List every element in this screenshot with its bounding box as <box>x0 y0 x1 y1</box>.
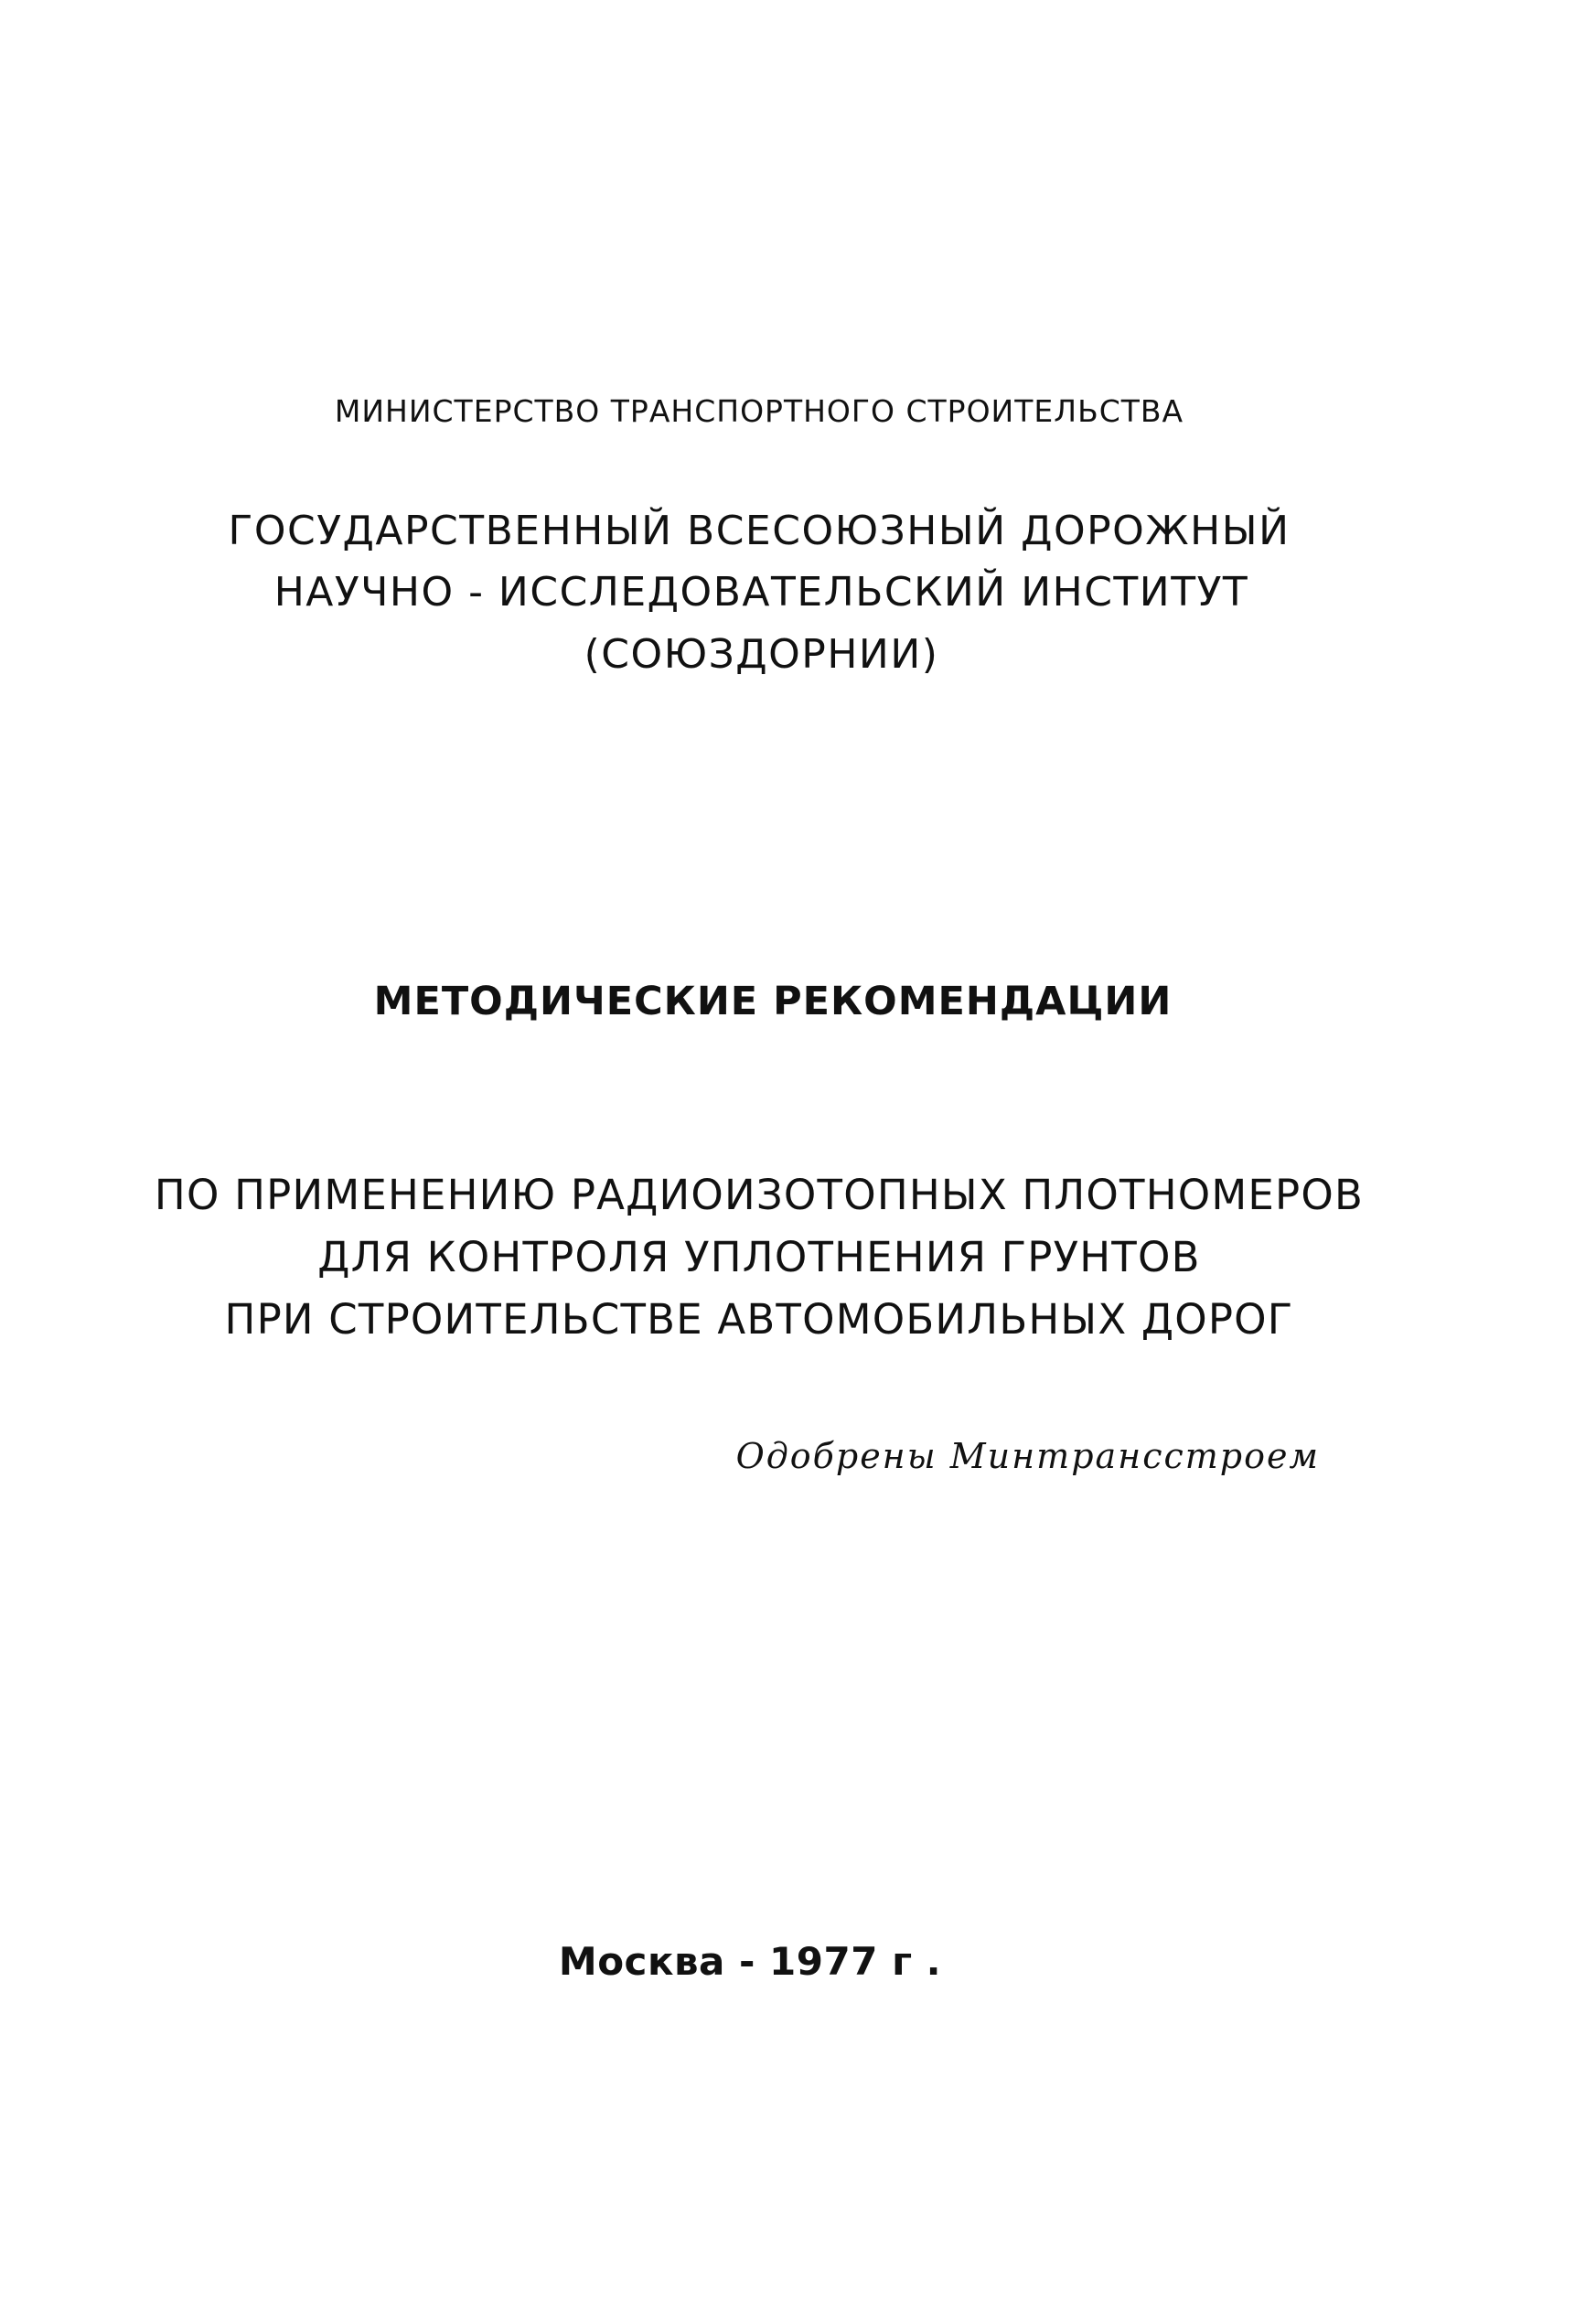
ministry-name: МИНИСТЕРСТВО ТРАНСПОРТНОГО СТРОИТЕЛЬСТВА <box>334 393 1184 429</box>
institute-name-line-2: НАУЧНО - ИССЛЕДОВАТЕЛЬСКИЙ ИНСТИТУТ <box>273 569 1249 616</box>
document-type: МЕТОДИЧЕСКИЕ РЕКОМЕНДАЦИИ <box>373 979 1173 1024</box>
approval-note: Одобрены Минтрансстроем <box>735 1436 1320 1476</box>
institute-abbreviation: (СОЮЗДОРНИИ) <box>584 631 939 678</box>
document-subject-line-1: ПО ПРИМЕНЕНИЮ РАДИОИЗОТОПНЫХ ПЛОТНОМЕРОВ <box>154 1171 1365 1219</box>
place-and-year: Москва - 1977 г . <box>558 1939 942 1984</box>
document-subject-line-3: ПРИ СТРОИТЕЛЬСТВЕ АВТОМОБИЛЬНЫХ ДОРОГ <box>224 1295 1294 1344</box>
institute-name-line-1: ГОСУДАРСТВЕННЫЙ ВСЕСОЮЗНЫЙ ДОРОЖНЫЙ <box>228 508 1291 554</box>
document-subject-line-2: ДЛЯ КОНТРОЛЯ УПЛОТНЕНИЯ ГРУНТОВ <box>317 1233 1201 1281</box>
